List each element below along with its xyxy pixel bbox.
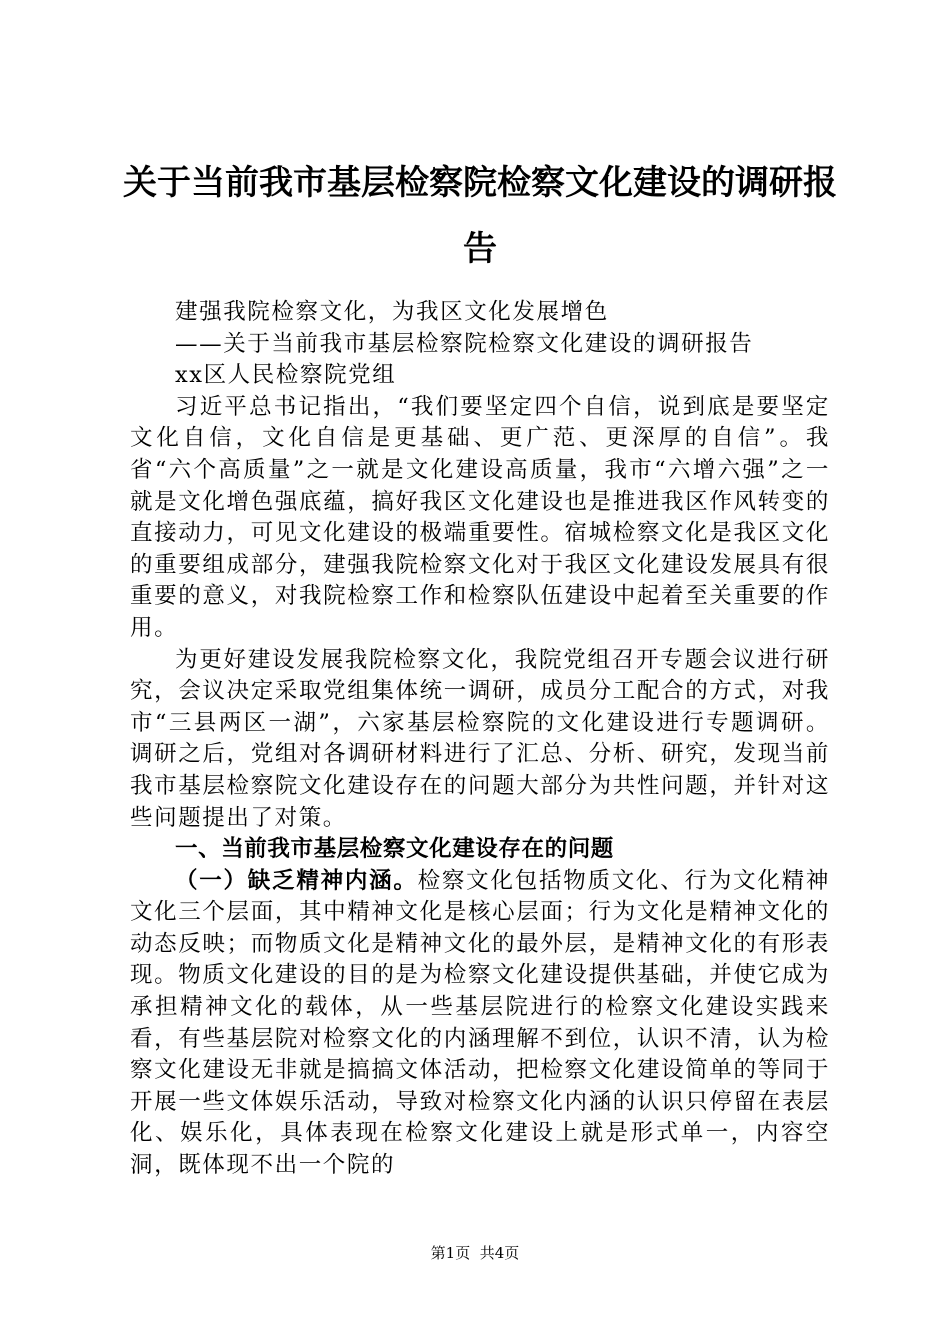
- author-line: xx区人民检察院党组: [175, 362, 397, 389]
- document-body: [130, 297, 830, 1182]
- page-footer: [0, 1243, 950, 1263]
- dash-line: ——关于当前我市基层检察院检察文化建设的调研报告: [175, 330, 754, 357]
- page-number: 第1页: [430, 1244, 471, 1262]
- subsection-text: 检察文化包括物质文化、行为文化精神文化三个层面，其中精神文化是核心层面；行为文化是精神文化的动态反映；而物质文化是精神文化的最外层，是精神文化的有形表现。物质文化建设的目的是为检察文化建设提供基础，并使它成为承担精神文化的载体，从一些基层院进行的检察文化建设实践来看，有些基层院对检察文化的内涵理解不到位，认识不清，认为检察文化建设无非就是搞搞文体活动，把检察文化建设简单的等同于开展一些文体娱乐活动，导致对检察文化内涵的认识只停留在表层化、娱乐化，具体表现在检察文化建设上就是形式单一，内容空洞，既体现不出一个院的: [130, 867, 830, 1179]
- footer-separator: [470, 1244, 480, 1262]
- subsection-heading: （一）缺乏精神内涵。: [175, 867, 418, 894]
- section-heading: 一、当前我市基层检察文化建设存在的问题: [175, 836, 614, 863]
- paragraph: 为更好建设发展我院检察文化，我院党组召开专题会议进行研究，会议决定采取党组集体统一调研，成员分工配合的方式，对我市“三县两区一湖”，六家基层检察院的文化建设进行专题调研。调研之后，党组对各调研材料进行了汇总、分析、研究，发现当前我市基层检察院文化建设存在的问题大部分为共性问题，并针对这些问题提出了对策。: [130, 646, 830, 831]
- page-total: 共4页: [479, 1244, 520, 1262]
- paragraph: 习近平总书记指出，“我们要坚定四个自信，说到底是要坚定文化自信，文化自信是更基础、更广范、更深厚的自信”。我省“六个高质量”之一就是文化建设高质量，我市“六增六强”之一就是文化增色强底蕴，搞好我区文化建设也是推进我区作风转变的直接动力，可见文化建设的极端重要性。宿城检察文化是我区文化的重要组成部分，建强我院检察文化对于我区文化建设发展具有很重要的意义，对我院检察工作和检察队伍建设中起着至关重要的作用。: [130, 393, 830, 641]
- subtitle-line: 建强我院检察文化，为我区文化发展增色: [175, 299, 609, 325]
- subsection-paragraph: [130, 866, 830, 1182]
- document-title: 关于当前我市基层检察院检察文化建设的调研报告: [123, 163, 837, 269]
